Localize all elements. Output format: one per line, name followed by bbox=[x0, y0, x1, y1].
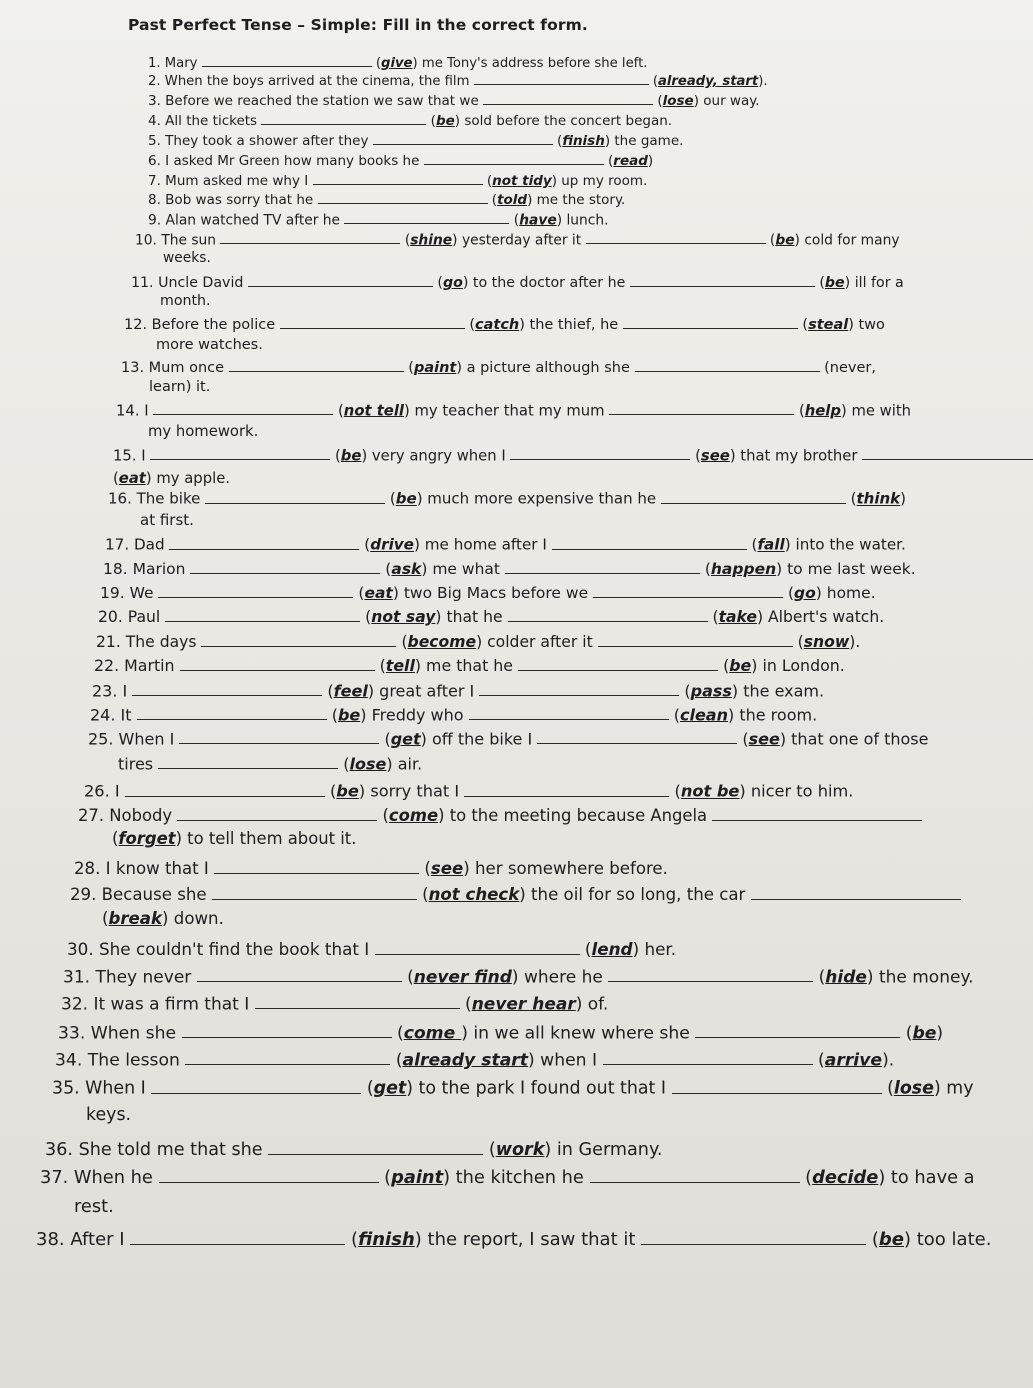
exercise-line-continued: (break) down. bbox=[102, 909, 224, 928]
answer-blank[interactable] bbox=[598, 632, 793, 647]
answer-blank[interactable] bbox=[182, 1022, 392, 1038]
exercise-line: 37. When he (paint) the kitchen he (decide) to have a bbox=[40, 1167, 975, 1189]
exercise-line: 38. After I (finish) the report, I saw that it (be) too late. bbox=[36, 1229, 992, 1251]
exercise-line: 21. The days (become) colder after it (snow). bbox=[96, 633, 861, 652]
answer-blank[interactable] bbox=[261, 112, 426, 125]
answer-blank[interactable] bbox=[590, 1166, 800, 1183]
exercise-line: 22. Martin (tell) me that he (be) in London. bbox=[94, 656, 845, 676]
answer-blank[interactable] bbox=[695, 1022, 900, 1038]
answer-blank[interactable] bbox=[375, 939, 580, 955]
exercise-line: 35. When I (get) to the park I found out that I (lose) my bbox=[52, 1078, 974, 1099]
exercise-line: 15. I (be) very angry when I (see) that my brother bbox=[113, 446, 1033, 464]
answer-blank[interactable] bbox=[179, 729, 379, 744]
answer-blank[interactable] bbox=[483, 92, 653, 105]
exercise-line-continued: learn) it. bbox=[149, 379, 211, 395]
answer-blank[interactable] bbox=[150, 446, 330, 460]
exercise-line-continued: weeks. bbox=[163, 250, 211, 266]
exercise-line: 23. I (feel) great after I (pass) the exam. bbox=[92, 681, 825, 701]
exercise-line: 34. The lesson (already start) when I (arrive). bbox=[55, 1050, 895, 1071]
answer-blank[interactable] bbox=[220, 231, 400, 244]
answer-blank[interactable] bbox=[469, 705, 669, 720]
exercise-line: 31. They never (never find) where he (hide) the money. bbox=[63, 967, 974, 988]
answer-blank[interactable] bbox=[537, 729, 737, 744]
answer-blank[interactable] bbox=[212, 884, 417, 900]
exercise-line: 12. Before the police (catch) the thief, he (steal) two bbox=[124, 315, 885, 334]
exercise-line: 14. I (not tell) my teacher that my mum (help) me with bbox=[116, 402, 912, 420]
exercise-line-continued: at first. bbox=[140, 511, 194, 529]
exercise-line: 30. She couldn't find the book that I (lend) her. bbox=[67, 939, 677, 960]
exercise-line-continued: month. bbox=[160, 293, 211, 309]
exercise-line: 25. When I (get) off the bike I (see) that one of those bbox=[88, 729, 929, 749]
answer-blank[interactable] bbox=[137, 705, 327, 720]
exercise-line: 11. Uncle David (go) to the doctor after he (be) ill for a bbox=[131, 274, 904, 291]
answer-blank[interactable] bbox=[518, 656, 718, 671]
answer-blank[interactable] bbox=[474, 72, 649, 85]
exercise-line: 26. I (be) sorry that I (not be) nicer to him. bbox=[84, 781, 854, 801]
answer-blank[interactable] bbox=[479, 681, 679, 696]
answer-blank[interactable] bbox=[130, 1228, 345, 1245]
answer-blank[interactable] bbox=[255, 993, 460, 1009]
answer-blank[interactable] bbox=[185, 1049, 390, 1065]
exercise-line-continued: tires (lose) air. bbox=[118, 754, 423, 774]
answer-blank[interactable] bbox=[635, 358, 820, 372]
answer-blank[interactable] bbox=[165, 607, 360, 622]
exercise-line: 20. Paul (not say) that he (take) Albert's watch. bbox=[98, 608, 885, 627]
exercise-line: 36. She told me that she (work) in Germany. bbox=[45, 1139, 663, 1160]
exercise-line: 29. Because she (not check) the oil for so long, the car bbox=[70, 884, 961, 904]
worksheet-title: Past Perfect Tense – Simple: Fill in the correct form. bbox=[128, 16, 588, 34]
answer-blank[interactable] bbox=[318, 191, 488, 204]
exercise-line: 6. I asked Mr Green how many books he (read) bbox=[148, 153, 654, 170]
answer-blank[interactable] bbox=[190, 559, 380, 574]
answer-blank[interactable] bbox=[280, 315, 465, 329]
answer-blank[interactable] bbox=[268, 1138, 483, 1155]
answer-blank[interactable] bbox=[552, 535, 747, 550]
answer-blank[interactable] bbox=[661, 489, 846, 504]
exercise-line: 28. I know that I (see) her somewhere before. bbox=[74, 858, 668, 878]
exercise-line-continued: rest. bbox=[74, 1196, 114, 1217]
answer-blank[interactable] bbox=[125, 781, 325, 797]
answer-blank[interactable] bbox=[586, 231, 766, 244]
answer-blank[interactable] bbox=[344, 211, 509, 224]
answer-blank[interactable] bbox=[169, 535, 359, 550]
answer-blank[interactable] bbox=[373, 132, 553, 145]
answer-blank[interactable] bbox=[214, 858, 419, 874]
answer-blank[interactable] bbox=[751, 884, 961, 900]
exercise-line: 24. It (be) Freddy who (clean) the room. bbox=[90, 705, 818, 725]
exercise-line: 10. The sun (shine) yesterday after it (be) cold for many bbox=[135, 232, 900, 249]
answer-blank[interactable] bbox=[630, 273, 815, 287]
answer-blank[interactable] bbox=[862, 446, 1033, 460]
exercise-line: 7. Mum asked me why I (not tidy) up my room. bbox=[148, 173, 648, 190]
exercise-line: 16. The bike (be) much more expensive than he (think) bbox=[108, 489, 907, 508]
exercise-line-continued: my homework. bbox=[148, 423, 259, 440]
answer-blank[interactable] bbox=[197, 966, 402, 982]
answer-blank[interactable] bbox=[205, 489, 385, 504]
exercise-line-continued: (forget) to tell them about it. bbox=[112, 829, 357, 848]
exercise-line: 5. They took a shower after they (finish) the game. bbox=[148, 133, 684, 150]
answer-blank[interactable] bbox=[180, 656, 375, 671]
exercise-line: 1. Mary (give) me Tony's address before she left. bbox=[148, 55, 648, 71]
exercise-line: 18. Marion (ask) me what (happen) to me last week. bbox=[103, 559, 916, 578]
answer-blank[interactable] bbox=[712, 805, 922, 821]
exercise-line: 27. Nobody (come) to the meeting because Angela bbox=[78, 805, 922, 826]
exercise-line: 33. When she (come ) in we all knew where she (be) bbox=[58, 1023, 944, 1044]
exercise-line-continued: more watches. bbox=[156, 337, 263, 353]
exercise-line: 9. Alan watched TV after he (have) lunch. bbox=[148, 212, 609, 229]
answer-blank[interactable] bbox=[158, 583, 353, 598]
exercise-line: 17. Dad (drive) me home after I (fall) into the water. bbox=[105, 535, 906, 554]
answer-blank[interactable] bbox=[608, 966, 813, 982]
exercise-line: 32. It was a firm that I (never hear) of. bbox=[61, 994, 609, 1015]
answer-blank[interactable] bbox=[229, 358, 404, 372]
answer-blank[interactable] bbox=[603, 1049, 813, 1065]
answer-blank[interactable] bbox=[202, 54, 372, 67]
exercise-line: 2. When the boys arrived at the cinema, the film (already, start). bbox=[148, 73, 768, 89]
answer-blank[interactable] bbox=[201, 632, 396, 647]
answer-blank[interactable] bbox=[464, 781, 669, 797]
answer-blank[interactable] bbox=[158, 754, 338, 769]
answer-blank[interactable] bbox=[313, 172, 483, 185]
answer-blank[interactable] bbox=[505, 559, 700, 574]
answer-blank[interactable] bbox=[508, 607, 708, 622]
answer-blank[interactable] bbox=[424, 152, 604, 165]
exercise-line: 3. Before we reached the station we saw that we (lose) our way. bbox=[148, 93, 760, 110]
answer-blank[interactable] bbox=[641, 1228, 866, 1245]
exercise-line: 8. Bob was sorry that he (told) me the story. bbox=[148, 192, 626, 209]
answer-blank[interactable] bbox=[132, 681, 322, 696]
exercise-line: 4. All the tickets (be) sold before the concert began. bbox=[148, 113, 673, 130]
exercise-line: 19. We (eat) two Big Macs before we (go) home. bbox=[100, 583, 876, 602]
answer-blank[interactable] bbox=[593, 583, 783, 598]
answer-blank[interactable] bbox=[153, 401, 333, 415]
answer-blank[interactable] bbox=[159, 1166, 379, 1183]
answer-blank[interactable] bbox=[609, 401, 794, 415]
answer-blank[interactable] bbox=[672, 1077, 882, 1094]
exercise-line-continued: keys. bbox=[86, 1105, 132, 1125]
answer-blank[interactable] bbox=[151, 1077, 361, 1094]
exercise-line: 13. Mum once (paint) a picture although she (never, bbox=[121, 358, 876, 377]
exercise-line-continued: (eat) my apple. bbox=[113, 470, 231, 487]
answer-blank[interactable] bbox=[248, 273, 433, 287]
answer-blank[interactable] bbox=[623, 315, 798, 329]
answer-blank[interactable] bbox=[177, 805, 377, 821]
answer-blank[interactable] bbox=[510, 446, 690, 460]
